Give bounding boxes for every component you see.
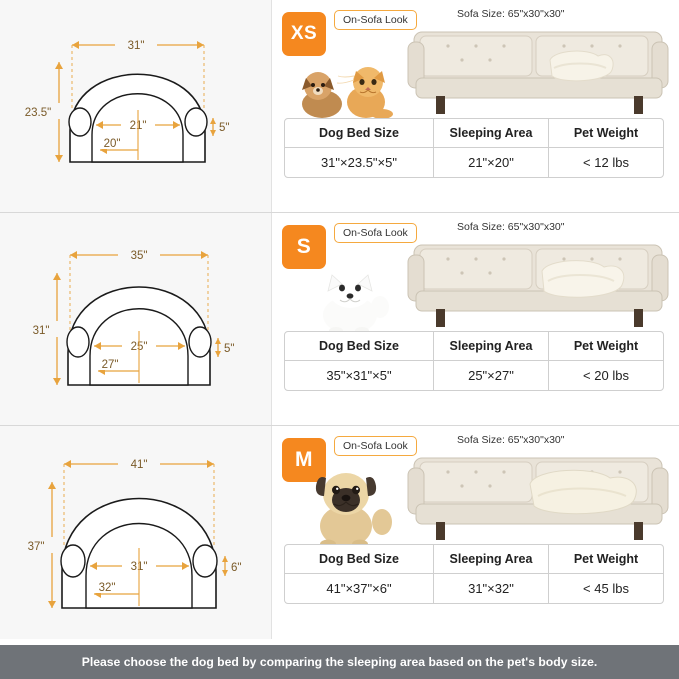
size-badge-xs: XS <box>282 12 326 56</box>
dim-height-xs: 23.5" <box>24 107 52 119</box>
header-sleeping-area: Sleeping Area <box>433 332 548 360</box>
diagram-panel-xs <box>0 0 272 212</box>
table-row <box>285 147 663 177</box>
table-header-row <box>285 119 663 147</box>
value-pet-weight: < 20 lbs <box>548 361 663 390</box>
bed-diagram-m <box>0 426 271 639</box>
table-row <box>285 573 663 603</box>
size-row-xs <box>0 0 679 213</box>
sofa-size-label-m: Sofa Size: 65"x30"x30" <box>457 434 565 446</box>
header-dog-bed-size: Dog Bed Size <box>319 339 399 353</box>
dim-thickness-s: 5" <box>224 343 235 355</box>
value-pet-weight: < 45 lbs <box>548 574 663 603</box>
product-panel-m <box>272 426 679 639</box>
header-pet-weight: Pet Weight <box>548 545 663 573</box>
dim-inner-depth-s: 27" <box>101 359 119 371</box>
diagram-panel-m <box>0 426 272 639</box>
size-row-m <box>0 426 679 639</box>
spec-table-xs <box>284 118 664 178</box>
header-pet-weight: Pet Weight <box>548 332 663 360</box>
dim-width-s: 35" <box>130 250 148 262</box>
spec-table-s <box>284 331 664 391</box>
value-sleeping-area: 21"×20" <box>433 148 548 177</box>
header-pet-weight: Pet Weight <box>548 119 663 147</box>
pet-image-xs <box>294 58 404 125</box>
size-badge-m: M <box>282 438 326 482</box>
header-sleeping-area: Sleeping Area <box>433 119 548 147</box>
pet-image-m <box>294 464 404 555</box>
sofa-size-label-s: Sofa Size: 65"x30"x30" <box>457 221 565 233</box>
dim-width-xs: 31" <box>127 40 145 52</box>
dim-height-m: 37" <box>27 541 45 553</box>
header-dog-bed-size: Dog Bed Size <box>319 552 399 566</box>
value-sleeping-area: 31"×32" <box>433 574 548 603</box>
footer-note: Please choose the dog bed by comparing the sleeping area based on the pet's body size. <box>0 645 679 679</box>
dim-inner-depth-m: 32" <box>98 582 116 594</box>
dim-height-s: 31" <box>32 325 50 337</box>
header-sleeping-area: Sleeping Area <box>433 545 548 573</box>
dim-inner-width-m: 31" <box>130 561 148 573</box>
size-badge-s: S <box>282 225 326 269</box>
table-header-row <box>285 332 663 360</box>
value-pet-weight: < 12 lbs <box>548 148 663 177</box>
dim-inner-width-xs: 21" <box>129 120 147 132</box>
table-row <box>285 360 663 390</box>
sofa-illustration-m <box>402 448 674 553</box>
value-dog-bed-size: 31"×23.5"×5" <box>320 155 397 170</box>
product-panel-xs <box>272 0 679 212</box>
bed-diagram-xs <box>0 0 271 212</box>
sofa-illustration-s <box>402 235 674 340</box>
value-sleeping-area: 25"×27" <box>433 361 548 390</box>
header-dog-bed-size: Dog Bed Size <box>319 126 399 140</box>
size-row-s <box>0 213 679 426</box>
diagram-panel-s <box>0 213 272 425</box>
table-header-row <box>285 545 663 573</box>
dim-width-m: 41" <box>130 459 148 471</box>
value-dog-bed-size: 41"×37"×6" <box>326 581 392 596</box>
dim-thickness-m: 6" <box>231 562 242 574</box>
value-dog-bed-size: 35"×31"×5" <box>326 368 392 383</box>
on-sofa-look-tag-s: On-Sofa Look <box>334 223 417 243</box>
dim-inner-width-s: 25" <box>130 341 148 353</box>
sofa-size-label-xs: Sofa Size: 65"x30"x30" <box>457 8 565 20</box>
dim-thickness-xs: 5" <box>219 122 230 134</box>
on-sofa-look-tag-xs: On-Sofa Look <box>334 10 417 30</box>
pet-image-s <box>302 263 402 340</box>
on-sofa-look-tag-m: On-Sofa Look <box>334 436 417 456</box>
bed-diagram-s <box>0 213 271 425</box>
product-panel-s <box>272 213 679 425</box>
sofa-illustration-xs <box>402 22 674 127</box>
dim-inner-depth-xs: 20" <box>103 138 121 150</box>
spec-table-m <box>284 544 664 604</box>
